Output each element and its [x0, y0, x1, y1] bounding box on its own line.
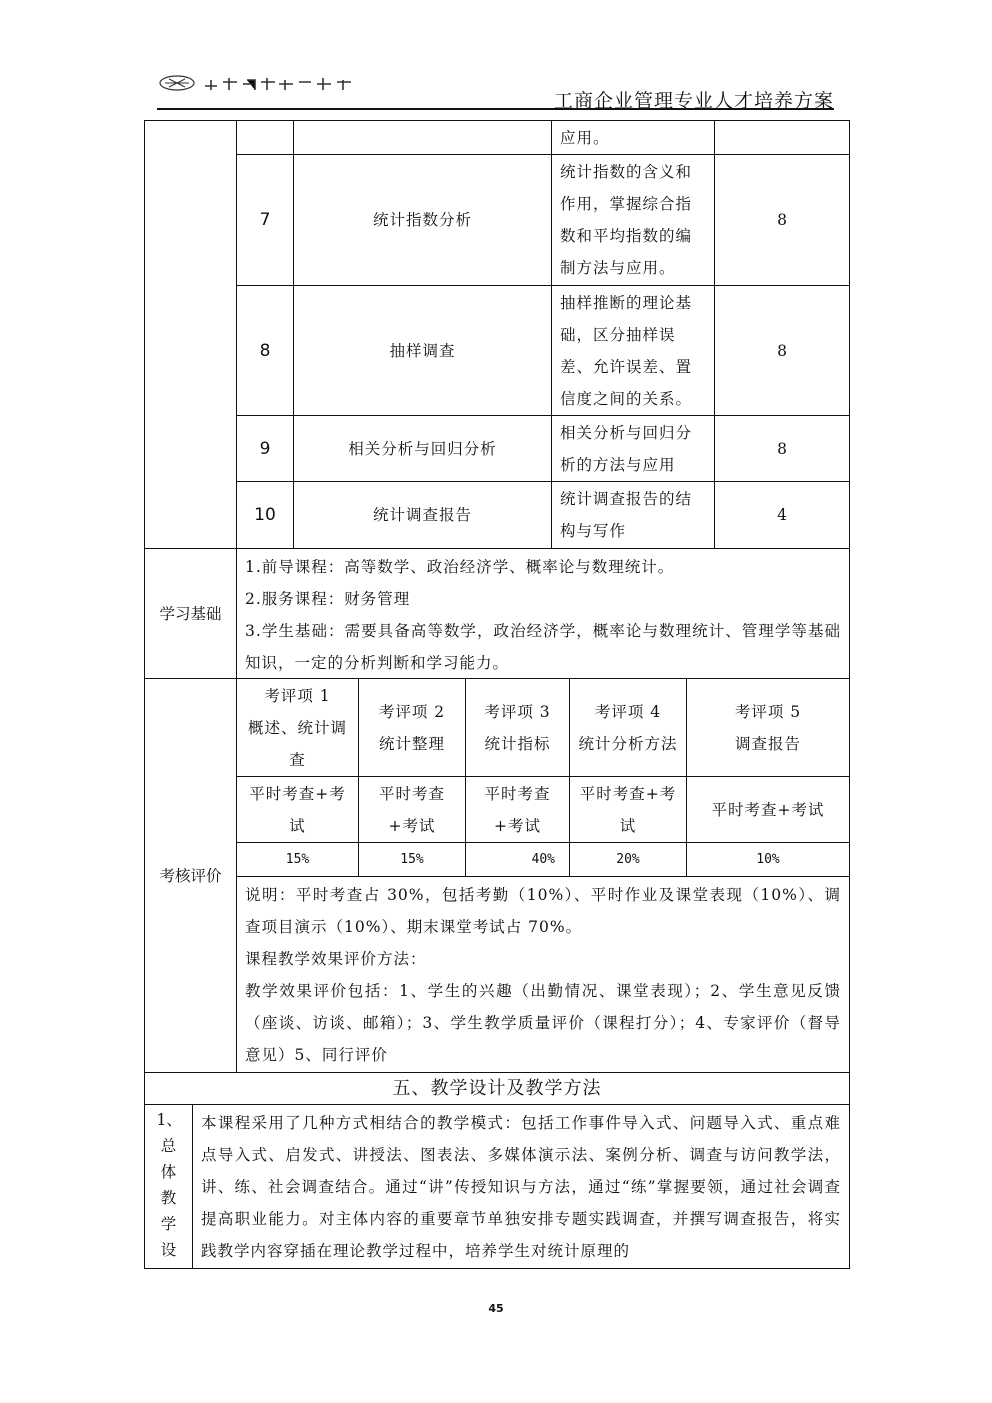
- table-cell-hours: 8: [714, 154, 850, 286]
- design-paragraph: 本课程采用了几种方式相结合的教学模式：包括工作事件导入式、问题导入式、重点难点导入式、启发式、讲授法、图表法、多媒体演示法、案例分析、调查与访问教学法，讲、练、社会调查结合。通过“讲”传授知识与方法，通过“练”掌握要领，通过社会调查提高职业能力。对主体内容的重要章节单独安排专题实践调查，并撰写调查报告，将实践教学内容穿插在理论教学过程中，培养学生对统计原理的: [201, 1114, 841, 1260]
- table-cell-no: 7: [236, 154, 294, 286]
- assessment-method: 平时考查+考试: [465, 776, 570, 843]
- learning-basis-content: [236, 548, 850, 679]
- table-cell-desc: 统计指数的含义和作用，掌握综合指数和平均指数的编制方法与应用。: [551, 154, 715, 286]
- table-cell-name: [293, 120, 552, 155]
- assessment-weight: 10%: [686, 842, 850, 877]
- assessment-note: 课程教学效果评价方法：: [245, 950, 427, 968]
- table-cell-desc: 应用。: [551, 120, 715, 155]
- table-cell-desc: 抽样推断的理论基础，区分抽样误差、允许误差、置信度之间的关系。: [551, 285, 715, 416]
- assessment-label: 考核评价: [144, 678, 237, 1073]
- table-cell-name: 相关分析与回归分析: [293, 415, 552, 482]
- design-row-content: [192, 1104, 850, 1269]
- page-number: 45: [488, 1302, 504, 1315]
- header-rule: [157, 108, 834, 110]
- assessment-weight: 15%: [358, 842, 466, 877]
- table-cell-hours: [714, 120, 850, 155]
- design-row-label: 1、总体教学设: [144, 1104, 193, 1269]
- table-cell-no: 9: [236, 415, 294, 482]
- table-cell-no: 8: [236, 285, 294, 416]
- table-cell-desc: 相关分析与回归分析的方法与应用: [551, 415, 715, 482]
- assessment-weight: 20%: [569, 842, 687, 877]
- assessment-weight: 15%: [236, 842, 359, 877]
- assessment-item-header: 考评项 1 概述、统计调查: [236, 678, 359, 777]
- table-cell-name: 统计指数分析: [293, 154, 552, 286]
- table-cell-name: 抽样调查: [293, 285, 552, 416]
- assessment-item-header: 考评项 3 统计指标: [465, 678, 570, 777]
- school-logo-icon: [157, 72, 367, 92]
- document-title: 工商企业管理专业人才培养方案: [553, 90, 834, 112]
- assessment-method: 平时考查+考试: [236, 776, 359, 843]
- learning-basis-item: 1.前导课程：高等数学、政治经济学、概率论与数理统计。: [245, 558, 675, 576]
- learning-basis-item: 2.服务课程：财务管理: [245, 590, 411, 608]
- assessment-item-header: 考评项 5 调查报告: [686, 678, 850, 777]
- learning-basis-label: 学习基础: [144, 548, 237, 679]
- assessment-method: 平时考查+考试: [569, 776, 687, 843]
- assessment-item-header: 考评项 2 统计整理: [358, 678, 466, 777]
- assessment-method: 平时考查+考试: [686, 776, 850, 843]
- assessment-note: 说明：平时考查占 30%，包括考勤（10%）、平时作业及课堂表现（10%）、调查项目演示（10%）、期末课堂考试占 70%。: [245, 886, 841, 936]
- learning-basis-item: 3.学生基础：需要具备高等数学，政治经济学，概率论与数理统计、管理学等基础知识，一定的分析判断和学习能力。: [245, 622, 841, 672]
- assessment-notes: [236, 876, 850, 1073]
- table-cell-no: 10: [236, 481, 294, 549]
- table-cell-no: [236, 120, 294, 155]
- table-cell-hours: 4: [714, 481, 850, 549]
- table-left-blank: [144, 120, 237, 549]
- assessment-note: 教学效果评价包括：1、学生的兴趣（出勤情况、课堂表现）；2、学生意见反馈（座谈、访谈、邮箱）；3、学生教学质量评价（课程打分）；4、专家评价（督导意见）5、同行评价: [245, 982, 841, 1064]
- table-cell-name: 统计调查报告: [293, 481, 552, 549]
- assessment-weight: 40%: [465, 842, 570, 877]
- table-cell-hours: 8: [714, 415, 850, 482]
- table-cell-hours: 8: [714, 285, 850, 416]
- page-header: [157, 66, 834, 110]
- section-title: 五、教学设计及教学方法: [144, 1072, 850, 1105]
- table-cell-desc: 统计调查报告的结构与写作: [551, 481, 715, 549]
- assessment-item-header: 考评项 4 统计分析方法: [569, 678, 687, 777]
- assessment-method: 平时考查+考试: [358, 776, 466, 843]
